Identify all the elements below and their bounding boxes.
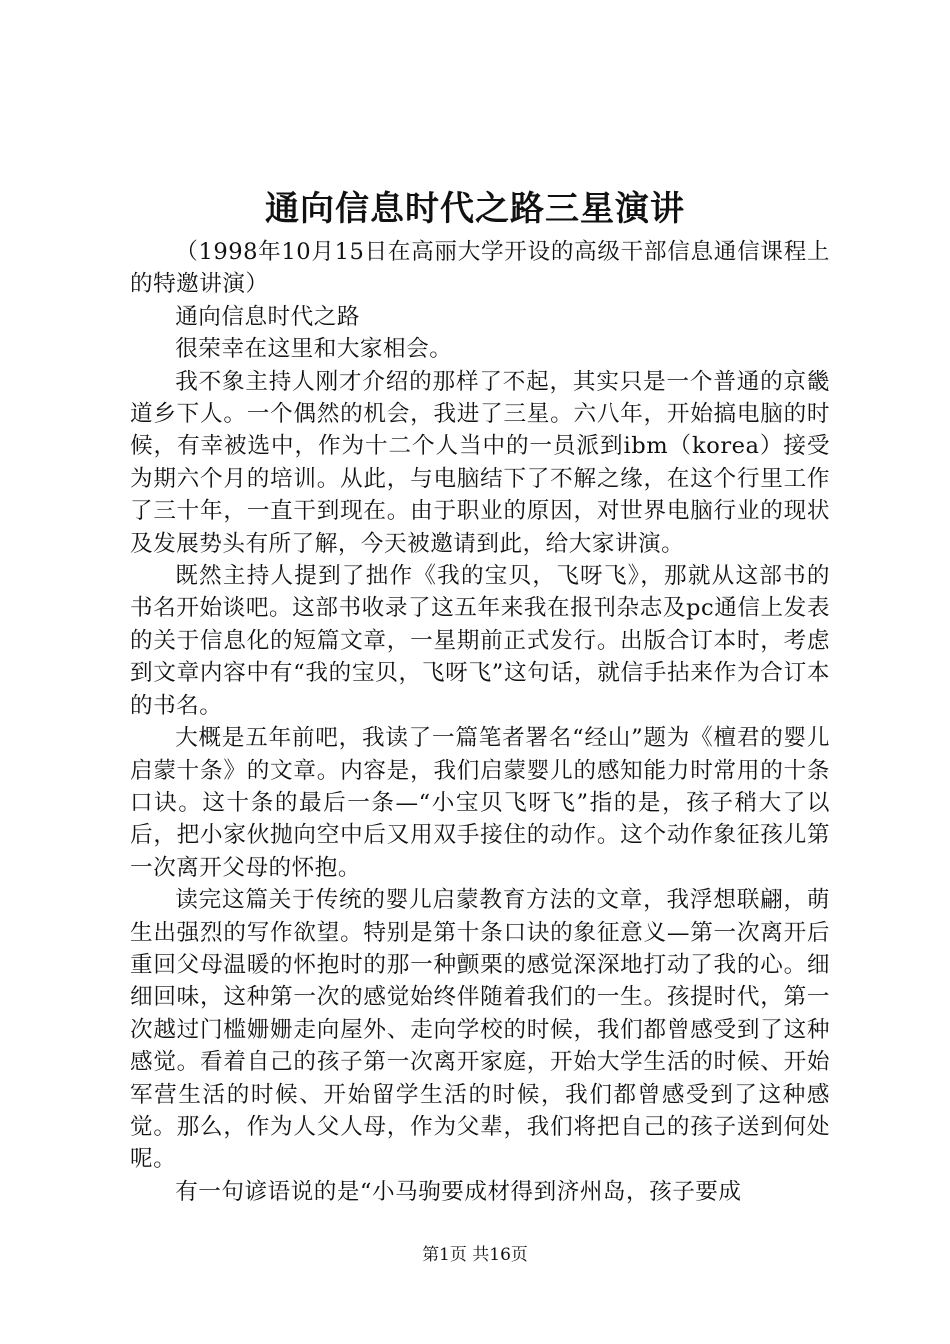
paragraph-heading: 通向信息时代之路 bbox=[175, 303, 360, 330]
paragraph: 很荣幸在这里和大家相会。 bbox=[175, 336, 453, 363]
page-number-footer: 第1页 共16页 bbox=[422, 1245, 528, 1265]
paragraph: 有一句谚语说的是“小马驹要成材得到济州岛，孩子要成 bbox=[175, 1178, 742, 1205]
paragraph: 我不象主持人刚才介绍的那样了不起，其实只是一个普通的京畿道乡下人。一个偶然的机会，我进了三星。六八年，开始搞电脑的时候，有幸被选中，作为十二个人当中的一员派到ibm（korea）接受为期六个月的培训。从此，与电脑结下了不解之缘，在这个行里工作了三十年，一直干到现在。由于职业的原因，对世界电脑行业的现状及发展势头有所了解，今天被邀请到此，给大家讲演。 bbox=[130, 368, 830, 557]
paragraph: 大概是五年前吧，我读了一篇笔者署名“经山”题为《檀君的婴儿启蒙十条》的文章。内容是，我们启蒙婴儿的感知能力时常用的十条口诀。这十条的最后一条—“小宝贝飞呀飞”指的是，孩子稍大了以后，把小家伙抛向空中后又用双手接住的动作。这个动作象征孩儿第一次离开父母的怀抱。 bbox=[130, 725, 830, 881]
paragraph: 既然主持人提到了拙作《我的宝贝，飞呀飞》，那就从这部书的书名开始谈吧。这部书收录了这五年来我在报刊杂志及pc通信上发表的关于信息化的短篇文章，一星期前正式发行。出版合订本时，考虑到文章内容中有“我的宝贝，飞呀飞”这句话，就信手拈来作为合订本的书名。 bbox=[130, 563, 830, 719]
document-body bbox=[130, 236, 830, 1208]
paragraph: 读完这篇关于传统的婴儿启蒙教育方法的文章，我浮想联翩，萌生出强烈的写作欲望。特别是第十条口诀的象征意义—第一次离开后重回父母温暖的怀抱时的那一种颤栗的感觉深深地打动了我的心。细细回味，这种第一次的感觉始终伴随着我们的一生。孩提时代，第一次越过门槛姗姗走向屋外、走向学校的时候，我们都曾感受到了这种感觉。看着自己的孩子第一次离开家庭，开始大学生活的时候、开始军营生活的时候、开始留学生活的时候，我们都曾感受到了这种感觉。那么，作为人父人母，作为父辈，我们将把自己的孩子送到何处呢。 bbox=[130, 887, 830, 1173]
paragraph-subtitle-note: （1998年10月15日在高丽大学开设的高级干部信息通信课程上的特邀讲演） bbox=[130, 239, 830, 298]
document-title: 通向信息时代之路三星演讲 bbox=[265, 189, 685, 229]
